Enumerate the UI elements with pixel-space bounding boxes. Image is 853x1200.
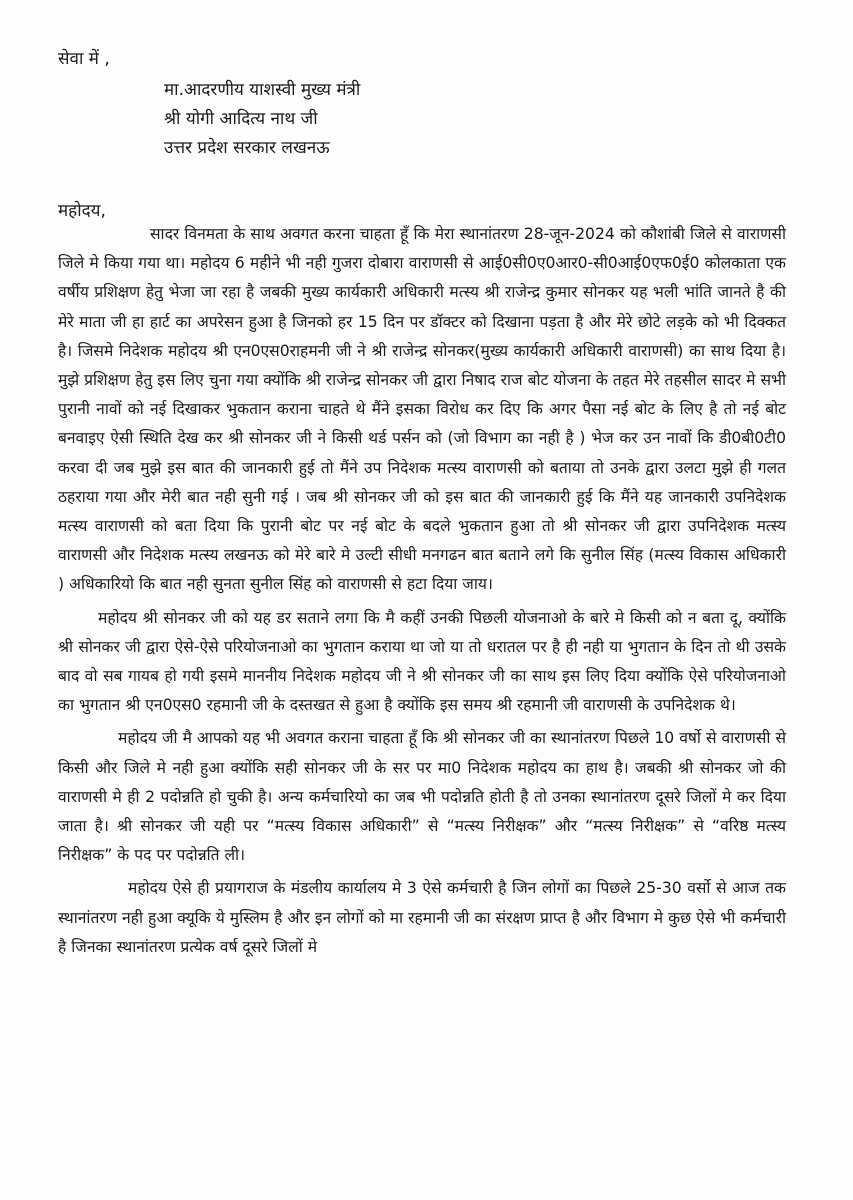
paragraph: सादर विनमता के साथ अवगत करना चाहता हूँ कि मेरा स्थानांतरण 28-जून-2024 को कौशांबी जिले से वाराणसी जिले मे किया गया था। महोदय 6 महीने भी नही गुजरा दोबारा वाराणसी से आई0सी0ए0आर0-सी0आई0एफ0ई0 कोलकाता एक वर्षीय प्रशिक्षण हेतु भेजा जा रहा है जबकी मुख्य कार्यकारी अधिकारी मत्स्य श्री राजेन्द्र कुमार सोनकर यह भली भांति जानते है की मेरे माता जी हा हार्ट का अपरेसन हुआ है जिनको हर 15 दिन पर डॉक्टर को दिखाना पड़ता है और मेरे छोटे लड़के को भी दिक्कत है। जिसमे निदेशक महोदय श्री एन0एस0राहमनी जी ने श्री राजेन्द्र सोनकर(मुख्य कार्यकारी अधिकारी वाराणसी) का साथ दिया है। मुझे प्रशिक्षण हेतु इस लिए चुना गया क्योंकि श्री राजेन्द्र सोनकर जी द्वारा निषाद राज बोट योजना के तहत मेरे तहसील सादर मे सभी पुरानी नावों को नई दिखाकर भुकतान कराना चाहते थे मैंने इसका विरोध कर दिए कि अगर पैसा नई बोट के लिए है तो नई बोट बनवाइए ऐसी स्थिति देख कर श्री सोनकर जी ने किसी थर्ड पर्सन को (जो विभाग का नही है ) भेज कर उन नावों कि डी0बी0टी0 करवा दी जब मुझे इस बात की जानकारी हुई तो मैंने उप निदेशक मत्स्य वाराणसी को बताया तो उनके द्वारा उलटा मुझे ही गलत ठहराया गया और मेरी बात नही सुनी गई । जब श्री सोनकर जी को इस बात की जानकारी हुई कि मैंने यह जानकारी उपनिदेशक मत्स्य वाराणसी को बता दिया कि पुरानी बोट पर नई बोट के बदले भुकतान हुआ तो श्री सोनकर जी द्वारा उपनिदेशक मत्स्य वाराणसी और निदेशक मत्स्य लखनऊ को मेरे बारे मे उल्टी सीधी मनगढन बात बताने लगे कि सुनील सिंह (मत्स्य विकास अधिकारी ) अधिकारियो कि बात नही सुनता सुनील सिंह को वाराणसी से हटा दिया जाय। (58, 225, 786, 594)
address-line: श्री योगी आदित्य नाथ जी (164, 109, 318, 129)
paragraph: महोदय श्री सोनकर जी को यह डर सताने लगा कि मै कहीं उनकी पिछली योजनाओ के बारे मे किसी को न बता दू, क्योंकि श्री सोनकर जी द्वारा ऐसे-ऐसे परियोजनाओ का भुगतान कराया था जो या तो धरातल पर है ही नही या भुगतान के दिन तो थी उसके बाद वो सब गायब हो गयी इसमे माननीय निदेशक महोदय जी ने श्री सोनकर जी का साथ इस लिए दिया क्योंकि ऐसे परियोजनाओ का भुगतान श्री एन0एस0 रहमानी जी के दस्तखत से हुआ है क्योंकि इस समय श्री रहमानी जी वाराणसी के उपनिदेशक थे। (58, 608, 786, 715)
letter-body (58, 220, 786, 962)
greeting: महोदय, (58, 201, 106, 221)
address-line: उत्तर प्रदेश सरकार लखनऊ (164, 138, 330, 158)
address-line: मा.आदरणीय याशस्वी मुख्य मंत्री (164, 80, 361, 100)
paragraph: महोदय जी मै आपको यह भी अवगत कराना चाहता हूँ कि श्री सोनकर जी का स्थानांतरण पिछले 10 वर्षो से वाराणसी से किसी और जिले मे नही हुआ क्योंकि सही सोनकर जी के सर पर मा0 निदेशक महोदय का हाथ है। जबकी श्री सोनकर जो की वाराणसी मे ही 2 पदोन्नति हो चुकी है। अन्य कर्मचारियो का जब भी पदोन्नति होती है तो उनका स्थानांतरण दूसरे जिलों मे कर दिया जाता है। श्री सोनकर जी यही पर “मत्स्य विकास अधिकारी” से “मत्स्य निरीक्षक” और “मत्स्य निरीक्षक” से “वरिष्ठ मत्स्य निरीक्षक” के पद पर पदोन्नति ली। (58, 729, 786, 865)
salutation: सेवा में , (58, 49, 110, 69)
paragraph: महोदय ऐसे ही प्रयागराज के मंडलीय कार्यालय मे 3 ऐसे कर्मचारी है जिन लोगों का पिछले 25-30 वर्सो से आज तक स्थानांतरण नही हुआ क्यूकि ये मुस्लिम है और इन लोगों को मा रहमानी जी का संरक्षण प्राप्त है और विभाग मे कुछ ऐसे भी कर्मचारी है जिनका स्थानांतरण प्रत्येक वर्ष दूसरे जिलों मे (58, 879, 786, 956)
recipient-address (164, 76, 360, 163)
